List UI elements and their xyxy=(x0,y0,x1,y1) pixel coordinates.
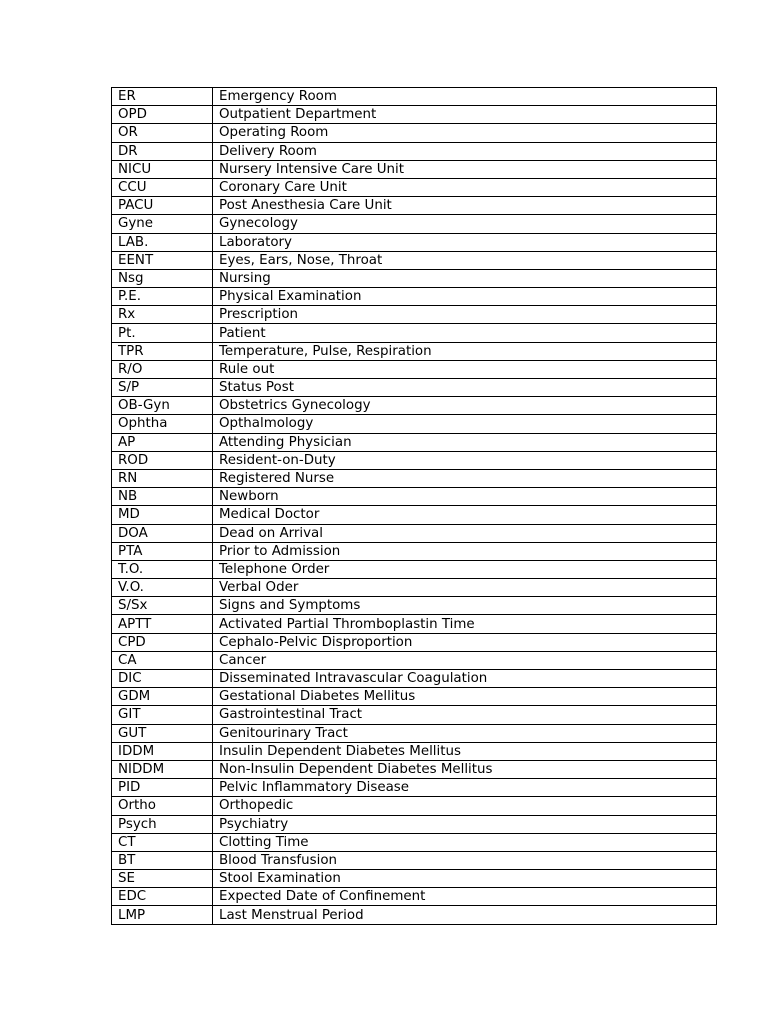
abbreviation-cell: R/O xyxy=(112,360,213,378)
abbreviation-cell: DR xyxy=(112,142,213,160)
abbreviation-cell: V.O. xyxy=(112,579,213,597)
table-row xyxy=(112,88,717,106)
meaning-cell: Newborn xyxy=(213,488,717,506)
abbreviation-cell: OB-Gyn xyxy=(112,397,213,415)
abbreviation-cell: S/Sx xyxy=(112,597,213,615)
abbreviation-cell: T.O. xyxy=(112,560,213,578)
table-row xyxy=(112,651,717,669)
table-row xyxy=(112,215,717,233)
table-row xyxy=(112,451,717,469)
abbreviation-cell: S/P xyxy=(112,379,213,397)
meaning-cell: Laboratory xyxy=(213,233,717,251)
table-row xyxy=(112,815,717,833)
abbreviation-cell: PTA xyxy=(112,542,213,560)
meaning-cell: Nursery Intensive Care Unit xyxy=(213,160,717,178)
table-row xyxy=(112,670,717,688)
abbreviation-cell: IDDM xyxy=(112,742,213,760)
abbreviation-cell: PID xyxy=(112,779,213,797)
meaning-cell: Temperature, Pulse, Respiration xyxy=(213,342,717,360)
table-row xyxy=(112,851,717,869)
table-row xyxy=(112,597,717,615)
meaning-cell: Outpatient Department xyxy=(213,106,717,124)
table-row xyxy=(112,233,717,251)
table-row xyxy=(112,197,717,215)
meaning-cell: Nursing xyxy=(213,269,717,287)
abbreviation-cell: CA xyxy=(112,651,213,669)
meaning-cell: Prior to Admission xyxy=(213,542,717,560)
table-row xyxy=(112,178,717,196)
abbreviation-cell: DIC xyxy=(112,670,213,688)
table-row xyxy=(112,160,717,178)
abbreviation-cell: Rx xyxy=(112,306,213,324)
table-row xyxy=(112,760,717,778)
table-row xyxy=(112,106,717,124)
meaning-cell: Resident-on-Duty xyxy=(213,451,717,469)
meaning-cell: Blood Transfusion xyxy=(213,851,717,869)
table-row xyxy=(112,779,717,797)
table-row xyxy=(112,870,717,888)
meaning-cell: Telephone Order xyxy=(213,560,717,578)
abbreviation-cell: P.E. xyxy=(112,288,213,306)
table-row xyxy=(112,906,717,924)
meaning-cell: Operating Room xyxy=(213,124,717,142)
abbreviation-cell: LAB. xyxy=(112,233,213,251)
abbreviation-cell: EDC xyxy=(112,888,213,906)
table-row xyxy=(112,142,717,160)
abbreviation-cell: NICU xyxy=(112,160,213,178)
meaning-cell: Non-Insulin Dependent Diabetes Mellitus xyxy=(213,760,717,778)
abbreviation-table-body xyxy=(112,88,717,925)
abbreviation-cell: GIT xyxy=(112,706,213,724)
meaning-cell: Delivery Room xyxy=(213,142,717,160)
abbreviation-cell: GUT xyxy=(112,724,213,742)
table-row xyxy=(112,579,717,597)
abbreviation-cell: ER xyxy=(112,88,213,106)
abbreviation-cell: CCU xyxy=(112,178,213,196)
abbreviation-cell: PACU xyxy=(112,197,213,215)
meaning-cell: Obstetrics Gynecology xyxy=(213,397,717,415)
meaning-cell: Physical Examination xyxy=(213,288,717,306)
table-row xyxy=(112,706,717,724)
table-row xyxy=(112,269,717,287)
meaning-cell: Psychiatry xyxy=(213,815,717,833)
abbreviation-cell: TPR xyxy=(112,342,213,360)
abbreviation-cell: OPD xyxy=(112,106,213,124)
meaning-cell: Rule out xyxy=(213,360,717,378)
meaning-cell: Status Post xyxy=(213,379,717,397)
meaning-cell: Pelvic Inflammatory Disease xyxy=(213,779,717,797)
table-row xyxy=(112,797,717,815)
table-row xyxy=(112,342,717,360)
meaning-cell: Expected Date of Confinement xyxy=(213,888,717,906)
table-row xyxy=(112,469,717,487)
table-row xyxy=(112,688,717,706)
table-row xyxy=(112,433,717,451)
abbreviation-cell: SE xyxy=(112,870,213,888)
abbreviation-cell: Nsg xyxy=(112,269,213,287)
abbreviation-cell: MD xyxy=(112,506,213,524)
meaning-cell: Genitourinary Tract xyxy=(213,724,717,742)
table-row xyxy=(112,306,717,324)
meaning-cell: Dead on Arrival xyxy=(213,524,717,542)
meaning-cell: Disseminated Intravascular Coagulation xyxy=(213,670,717,688)
abbreviation-cell: Gyne xyxy=(112,215,213,233)
abbreviation-cell: OR xyxy=(112,124,213,142)
meaning-cell: Gestational Diabetes Mellitus xyxy=(213,688,717,706)
abbreviation-table xyxy=(111,87,717,925)
abbreviation-cell: NB xyxy=(112,488,213,506)
abbreviation-cell: EENT xyxy=(112,251,213,269)
table-row xyxy=(112,833,717,851)
meaning-cell: Cancer xyxy=(213,651,717,669)
meaning-cell: Clotting Time xyxy=(213,833,717,851)
meaning-cell: Medical Doctor xyxy=(213,506,717,524)
table-row xyxy=(112,397,717,415)
meaning-cell: Opthalmology xyxy=(213,415,717,433)
abbreviation-cell: RN xyxy=(112,469,213,487)
meaning-cell: Activated Partial Thromboplastin Time xyxy=(213,615,717,633)
abbreviation-cell: Ortho xyxy=(112,797,213,815)
table-row xyxy=(112,288,717,306)
table-row xyxy=(112,415,717,433)
abbreviation-cell: ROD xyxy=(112,451,213,469)
meaning-cell: Eyes, Ears, Nose, Throat xyxy=(213,251,717,269)
table-row xyxy=(112,506,717,524)
table-row xyxy=(112,524,717,542)
abbreviation-cell: APTT xyxy=(112,615,213,633)
meaning-cell: Stool Examination xyxy=(213,870,717,888)
meaning-cell: Prescription xyxy=(213,306,717,324)
meaning-cell: Gynecology xyxy=(213,215,717,233)
meaning-cell: Attending Physician xyxy=(213,433,717,451)
abbreviation-cell: CT xyxy=(112,833,213,851)
table-row xyxy=(112,888,717,906)
abbreviation-cell: DOA xyxy=(112,524,213,542)
meaning-cell: Orthopedic xyxy=(213,797,717,815)
table-row xyxy=(112,124,717,142)
abbreviation-cell: LMP xyxy=(112,906,213,924)
table-row xyxy=(112,633,717,651)
table-row xyxy=(112,379,717,397)
abbreviation-cell: Ophtha xyxy=(112,415,213,433)
table-row xyxy=(112,724,717,742)
table-row xyxy=(112,360,717,378)
abbreviation-cell: BT xyxy=(112,851,213,869)
meaning-cell: Coronary Care Unit xyxy=(213,178,717,196)
meaning-cell: Post Anesthesia Care Unit xyxy=(213,197,717,215)
meaning-cell: Insulin Dependent Diabetes Mellitus xyxy=(213,742,717,760)
table-row xyxy=(112,560,717,578)
table-row xyxy=(112,324,717,342)
meaning-cell: Signs and Symptoms xyxy=(213,597,717,615)
table-row xyxy=(112,742,717,760)
table-row xyxy=(112,251,717,269)
meaning-cell: Registered Nurse xyxy=(213,469,717,487)
meaning-cell: Verbal Oder xyxy=(213,579,717,597)
table-row xyxy=(112,488,717,506)
abbreviation-cell: NIDDM xyxy=(112,760,213,778)
meaning-cell: Last Menstrual Period xyxy=(213,906,717,924)
meaning-cell: Emergency Room xyxy=(213,88,717,106)
abbreviation-cell: GDM xyxy=(112,688,213,706)
abbreviation-cell: Pt. xyxy=(112,324,213,342)
meaning-cell: Cephalo-Pelvic Disproportion xyxy=(213,633,717,651)
abbreviation-cell: CPD xyxy=(112,633,213,651)
meaning-cell: Gastrointestinal Tract xyxy=(213,706,717,724)
table-row xyxy=(112,615,717,633)
meaning-cell: Patient xyxy=(213,324,717,342)
abbreviation-cell: AP xyxy=(112,433,213,451)
abbreviation-cell: Psych xyxy=(112,815,213,833)
table-row xyxy=(112,542,717,560)
